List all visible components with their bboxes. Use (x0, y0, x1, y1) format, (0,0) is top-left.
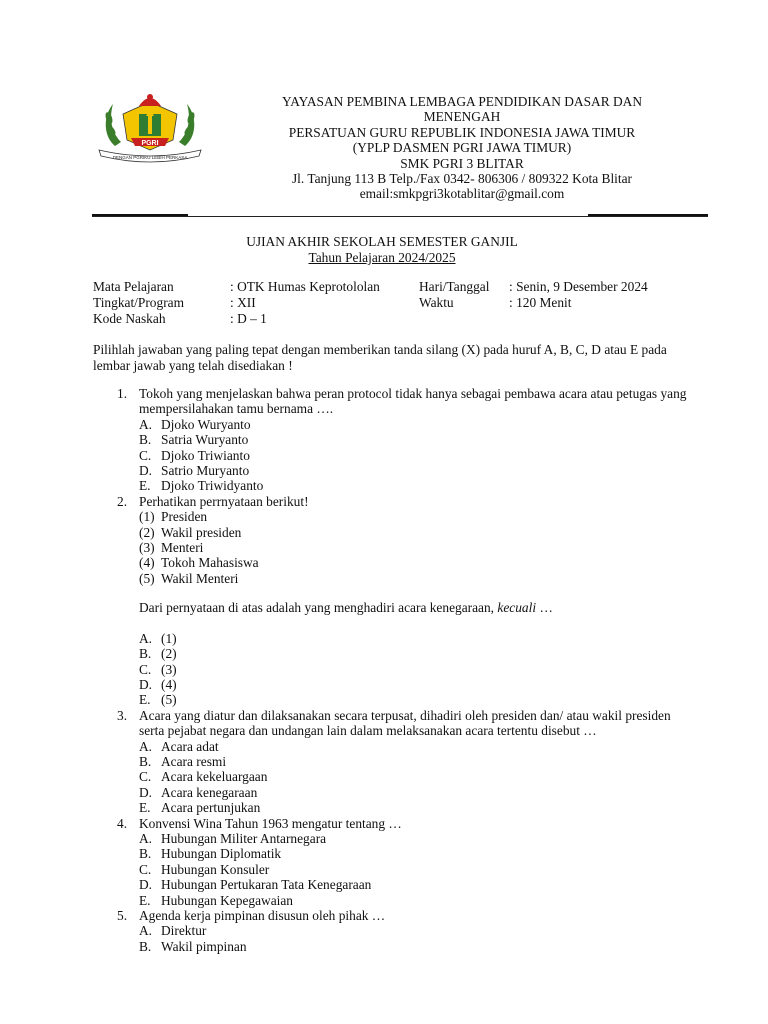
exam-title (232, 234, 532, 266)
option: E. Djoko Triwidyanto (139, 478, 264, 494)
question-3 (117, 708, 697, 816)
statement: (3) Menteri (139, 540, 204, 556)
option: A. Hubungan Militer Antarnegara (139, 830, 327, 846)
question-5 (117, 908, 697, 954)
instruction: Pilihlah jawaban yang paling tepat dengan memberikan tanda silang (X) pada huruf A, B, C, D atau E pada lembar jawab yang telah disediakan ! (93, 342, 667, 373)
option: D. Satrio Muryanto (139, 463, 250, 479)
meta-value: : Senin, 9 Desember 2024 (509, 279, 648, 294)
header-line: PERSATUAN GURU REPUBLIK INDONESIA JAWA TIMUR (288, 124, 636, 140)
pgri-logo-icon (95, 88, 205, 166)
header-line: YAYASAN PEMBINA LEMBAGA PENDIDIKAN DASAR DAN (282, 94, 642, 109)
question-2 (117, 494, 697, 708)
option: C. (3) (139, 661, 177, 677)
option: A. Direktur (139, 923, 207, 939)
question-text: Konvensi Wina Tahun 1963 mengatur tentang … (139, 815, 402, 831)
header-line: Jl. Tanjung 113 B Telp./Fax 0342- 806306 / 809322 Kota Blitar (291, 171, 633, 187)
question-number: 3. (117, 707, 128, 723)
meta-value: : D – 1 (230, 311, 267, 326)
question-text: Acara yang diatur dan dilaksanakan secara terpusat, dihadiri oleh presiden dan/ atau wakil presiden serta pejabat negara dan undangan lain dalam melaksanakan acara tertentu disebut … (139, 707, 671, 739)
option: B. Satria Wuryanto (139, 432, 249, 448)
meta-label: Mata Pelajaran (93, 279, 174, 294)
question-number: 2. (117, 493, 128, 509)
option: B. (2) (139, 646, 177, 662)
question-text: Tokoh yang menjelaskan bahwa peran protocol tidak hanya sebagai pembawa acara atau petugas yang mempersilahakan tamu bernama …. (139, 386, 687, 417)
meta-label: Waktu (419, 295, 454, 310)
option: E. (5) (139, 692, 177, 708)
option: E. Hubungan Kepegawaian (139, 892, 293, 908)
meta-value: : 120 Menit (509, 295, 572, 310)
statement: (4) Tokoh Mahasiswa (139, 555, 259, 571)
header-line: email:smkpgri3kotablitar@gmail.com (359, 186, 565, 202)
statement: (5) Wakil Menteri (139, 570, 239, 586)
question-number: 4. (117, 815, 128, 831)
meta-label: Kode Naskah (93, 311, 166, 326)
header-line: MENENGAH (423, 109, 501, 125)
option: E. Acara pertunjukan (139, 800, 261, 816)
option: A. Djoko Wuryanto (139, 416, 251, 432)
meta-label: Tingkat/Program (93, 295, 185, 310)
option: D. (4) (139, 676, 177, 692)
statement: (1) Presiden (139, 509, 208, 525)
exam-title-text: UJIAN AKHIR SEKOLAH SEMESTER GANJIL (246, 234, 518, 249)
option: D. Hubungan Pertukaran Tata Kenegaraan (139, 877, 372, 893)
question-number: 5. (117, 908, 128, 923)
option: C. Acara kekeluargaan (139, 769, 268, 785)
header-line: (YPLP DASMEN PGRI JAWA TIMUR) (352, 140, 572, 156)
option: C. Djoko Triwianto (139, 447, 250, 463)
question-stem: Dari pernyataan di atas adalah yang menghadiri acara kenegaraan, kecuali … (139, 600, 553, 616)
statement: (2) Wakil presiden (139, 524, 242, 540)
question-text: Agenda kerja pimpinan disusun oleh pihak … (139, 908, 386, 923)
meta-label: Hari/Tanggal (419, 279, 490, 294)
exam-year: Tahun Pelajaran 2024/2025 (308, 250, 456, 265)
question-1 (117, 386, 697, 494)
question-4 (117, 816, 697, 908)
option: B. Acara resmi (139, 753, 227, 769)
question-list (117, 386, 697, 954)
option: B. Wakil pimpinan (139, 938, 247, 954)
letterhead-rule (92, 214, 708, 216)
question-number: 1. (117, 386, 128, 401)
svg-text:DENGAN PGRIKU LEBIH PERKASA: DENGAN PGRIKU LEBIH PERKASA (112, 155, 188, 160)
meta-value: : OTK Humas Keprotololan (230, 279, 380, 294)
option: C. Hubungan Konsuler (139, 861, 270, 877)
option: A. Acara adat (139, 738, 219, 754)
header-line: SMK PGRI 3 BLITAR (400, 155, 524, 171)
option: B. Hubungan Diplomatik (139, 846, 282, 862)
option: D. Acara kenegaraan (139, 784, 258, 800)
meta-value: : XII (230, 295, 256, 310)
option: A. (1) (139, 630, 177, 646)
svg-text:PGRI: PGRI (141, 140, 159, 147)
letterhead (232, 94, 692, 202)
question-text: Perhatikan perrnyataan berikut! (139, 493, 309, 509)
